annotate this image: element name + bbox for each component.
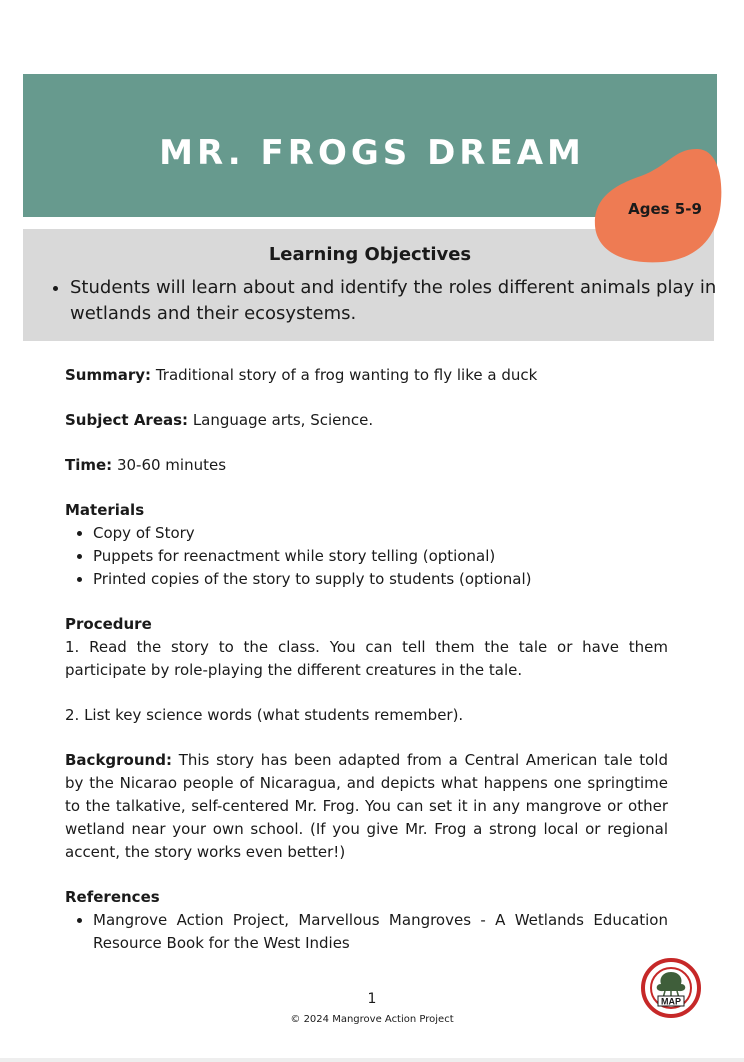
objectives-heading: Learning Objectives [268, 244, 472, 265]
background-label: Background: [65, 751, 172, 769]
page-title: MR. FROGS DREAM [159, 133, 585, 173]
subject-areas-text: Language arts, Science. [188, 411, 374, 429]
materials-item: • Printed copies of the story to supply to students (optional) [93, 568, 668, 591]
subject-areas-line [65, 409, 668, 432]
objective-item: • Students will learn about and identify the roles different animals play in wetlands and their ecosystems. [70, 275, 725, 327]
time-line [65, 454, 668, 477]
background-paragraph [65, 749, 668, 864]
materials-item: • Puppets for reenactment while story telling (optional) [93, 545, 668, 568]
reference-item: • Mangrove Action Project, Marvellous Mangroves - A Wetlands Education Resource Book for the West Indies [93, 909, 668, 955]
materials-heading: Materials [65, 501, 145, 519]
background-text: This story has been adapted from a Central American tale told by the Nicarao people of Nicaragua, and depicts what happens one springtime to the talkative, self-centered Mr. Frog. You can set it in any mangrove or other wetland near your own school. (If you give Mr. Frog a strong local or regional accent, the story works even better!) [65, 751, 668, 861]
time-label: Time: [65, 456, 113, 474]
procedure-heading: Procedure [65, 615, 152, 633]
objectives-list [48, 275, 725, 327]
mangrove-action-project-logo [641, 958, 701, 1018]
summary-text: Traditional story of a frog wanting to fly like a duck [151, 366, 538, 384]
lesson-content [65, 364, 668, 955]
copyright-notice: © 2024 Mangrove Action Project [290, 1014, 454, 1025]
materials-list [65, 522, 668, 591]
page-bottom-edge [0, 1058, 744, 1062]
references-heading: References [65, 888, 160, 906]
svg-text:MAP: MAP [661, 996, 681, 1007]
materials-item: • Copy of Story [93, 522, 668, 545]
time-text: 30-60 minutes [112, 456, 227, 474]
procedure-step: 1. Read the story to the class. You can tell them the tale or have them participate by role-playing the different creatures in the tale. [65, 638, 668, 679]
references-list [65, 909, 668, 955]
procedure-step: 2. List key science words (what students remember). [65, 706, 464, 724]
summary-label: Summary: [65, 366, 152, 384]
subject-areas-label: Subject Areas: [65, 411, 189, 429]
summary-line [65, 364, 668, 387]
page-number: 1 [367, 991, 377, 1007]
age-badge: Ages 5-9 [628, 200, 702, 218]
